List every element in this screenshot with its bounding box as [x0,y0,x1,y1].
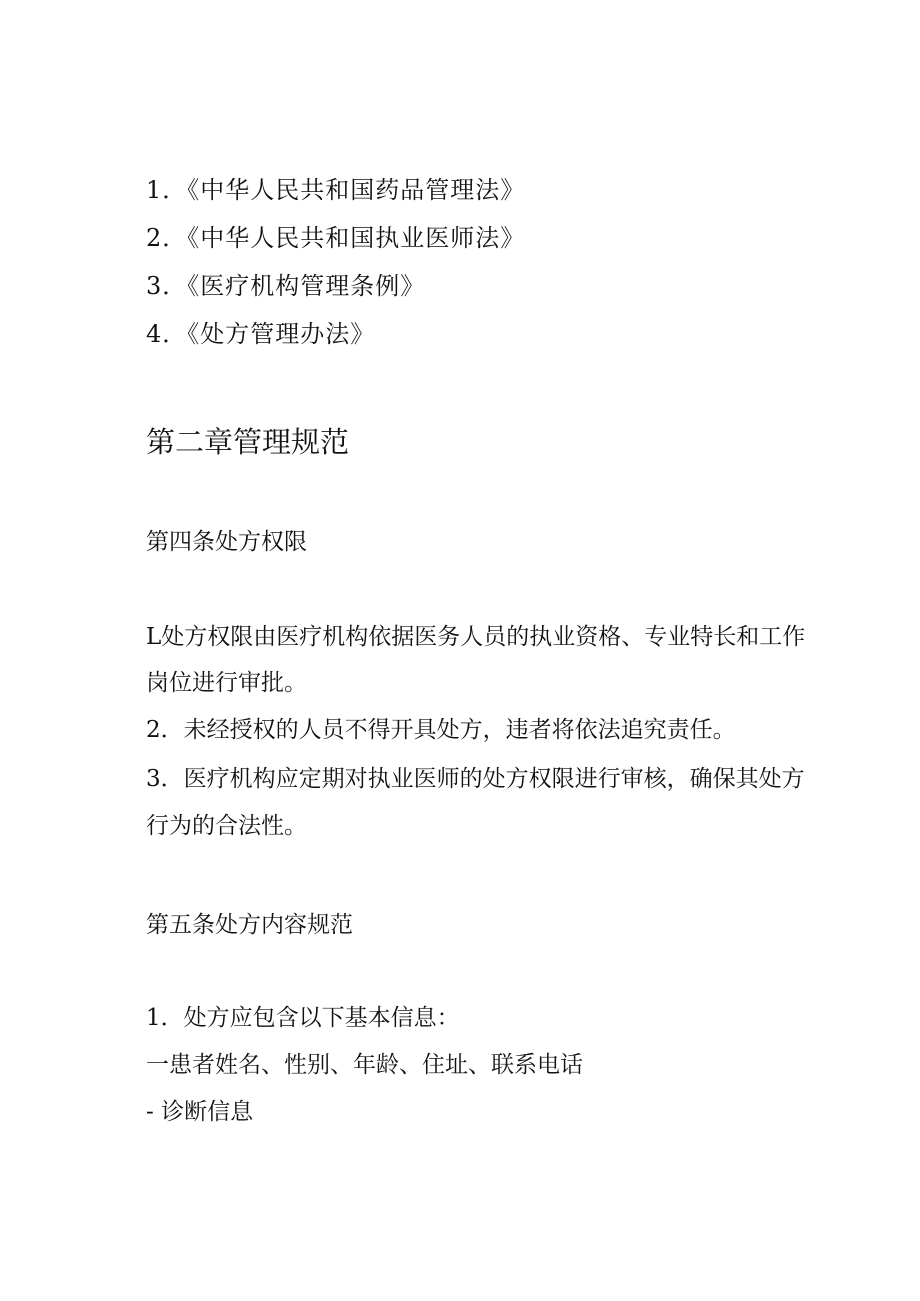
reference-item: 4．《处方管理办法》 [146,320,376,348]
paragraph-line: 3．医疗机构应定期对执业医师的处方权限进行审核，确保其处方 [146,766,805,792]
list-item: 一患者姓名、性别、年龄、住址、联系电话 [146,1052,583,1078]
reference-item: 2．《中华人民共和国执业医师法》 [146,224,526,252]
chapter-title: 第二章管理规范 [146,425,350,459]
reference-item: 1．《中华人民共和国药品管理法》 [146,176,526,204]
reference-item: 3．《医疗机构管理条例》 [146,272,426,300]
article-title: 第五条处方内容规范 [146,912,353,938]
paragraph-line: 1．处方应包含以下基本信息： [146,1005,460,1031]
paragraph-line: 2．未经授权的人员不得开具处方，违者将依法追究责任。 [146,717,736,743]
paragraph-line: 行为的合法性。 [146,813,307,839]
list-item: - 诊断信息 [146,1099,254,1125]
paragraph-line: L处方权限由医疗机构依据医务人员的执业资格、专业特长和工作 [146,624,806,650]
paragraph-line: 岗位进行审批。 [146,670,307,696]
article-title: 第四条处方权限 [146,529,307,555]
